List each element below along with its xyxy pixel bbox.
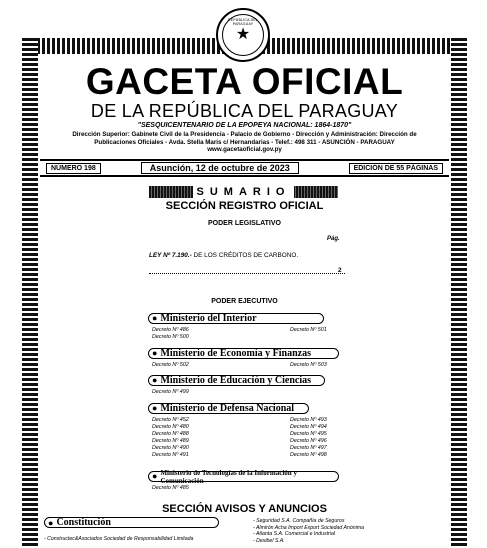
decree-entry[interactable]: Decreto Nº 493 xyxy=(290,417,327,423)
seal-lettering: REPÚBLICA DEL PARAGUAY xyxy=(227,18,259,26)
decree-column xyxy=(152,485,189,492)
section-registro-title: SECCIÓN REGISTRO OFICIAL xyxy=(165,200,324,212)
ministry-heading xyxy=(148,468,339,485)
decree-entry[interactable]: Decreto Nº 486 xyxy=(152,327,189,333)
decree-entry[interactable]: Decreto Nº 485 xyxy=(152,485,189,491)
ley-entry[interactable] xyxy=(149,252,298,259)
decree-entry[interactable]: Decreto Nº 495 xyxy=(290,431,327,437)
decree-column xyxy=(290,362,327,369)
decree-entry[interactable]: Decreto Nº 498 xyxy=(290,452,327,458)
ministry-name: Ministerio de Educación y Ciencias xyxy=(160,375,311,386)
poder-ejecutivo-heading: PODER EJECUTIVO xyxy=(211,298,278,305)
bullet-icon: ● xyxy=(152,403,158,413)
right-border-band xyxy=(451,38,467,548)
sumario-banner xyxy=(149,186,338,198)
decree-entry[interactable]: Decreto Nº 488 xyxy=(152,431,189,437)
bullet-icon: ● xyxy=(48,517,54,528)
issue-date: Asunción, 12 de octubre de 2023 xyxy=(141,162,299,174)
aviso-entry[interactable]: - Almirón Acha Import Export Sociedad Anónima xyxy=(253,524,365,531)
ministry-heading xyxy=(148,313,324,324)
aviso-entry[interactable]: - Constructec&Asociados Sociedad de Responsabilidad Limitada xyxy=(44,536,194,542)
ley-title: DE LOS CRÉDITOS DE CARBONO. xyxy=(191,252,299,259)
ministry-name: Ministerio de Tecnologías de la Información y Comunicación xyxy=(160,468,297,485)
decree-entry[interactable]: Decreto Nº 501 xyxy=(290,327,327,333)
poder-legislativo-heading: PODER LEGISLATIVO xyxy=(208,220,281,227)
decree-entry[interactable]: Decreto Nº 491 xyxy=(152,452,189,458)
decree-column xyxy=(152,417,189,459)
decree-entry[interactable]: Decreto Nº 489 xyxy=(152,438,189,444)
decree-entry[interactable]: Decreto Nº 497 xyxy=(290,445,327,451)
issue-number: NÚMERO 198 xyxy=(46,163,101,174)
bullet-icon: ● xyxy=(152,471,158,481)
national-seal xyxy=(216,8,270,62)
decree-entry[interactable]: Decreto Nº 499 xyxy=(152,389,189,395)
decree-column xyxy=(290,417,327,459)
ley-page-number: 2 xyxy=(338,267,342,274)
decree-entry[interactable]: Decreto Nº 490 xyxy=(152,445,189,451)
aviso-entry[interactable]: - Atlanta S.A. Comercial e Industrial xyxy=(253,531,335,538)
decree-entry[interactable]: Decreto Nº 452 xyxy=(152,417,189,423)
page-title: GACETA OFICIAL xyxy=(85,61,404,102)
ley-number: LEY Nº 7.190.- xyxy=(149,252,192,259)
ministry-name: Ministerio de Defensa Nacional xyxy=(160,403,295,414)
dot-leader xyxy=(149,266,345,274)
motto: "SESQUICENTENARIO DE LA EPOPEYA NACIONAL: 1864-1870" xyxy=(137,122,352,129)
sumario-label: SUMARIO xyxy=(193,186,295,198)
bullet-icon: ● xyxy=(152,348,158,358)
decree-column xyxy=(152,327,189,341)
direction-text: Dirección Superior: Gabinete Civil de la Presidencia - Palacio de Gobierno - Dirección y Administración: Dirección de Publicaciones Oficiales - Avda. Stella Maris c/ Hernandarias - Telef.: 498 311 - ASUNCIÓN - PARAGUAY www.gacetaoficial.gov.py xyxy=(72,131,417,154)
ministry-heading xyxy=(148,375,325,386)
left-border-band xyxy=(22,38,38,548)
page-column-label: Pág. xyxy=(327,236,340,242)
decree-entry[interactable]: Decreto Nº 500 xyxy=(152,334,189,340)
avisos-left-list xyxy=(44,536,193,543)
aviso-entry[interactable]: - Dexibel S.A. xyxy=(253,537,285,544)
page-subtitle: DE LA REPÚBLICA DEL PARAGUAY xyxy=(90,101,399,121)
edition-pages: EDICIÓN DE 55 PÁGINAS xyxy=(349,163,443,174)
ministry-name: Ministerio de Economía y Finanzas xyxy=(160,348,311,359)
decree-entry[interactable]: Decreto Nº 480 xyxy=(152,424,189,430)
bullet-icon: ● xyxy=(152,375,158,385)
issue-info-bar xyxy=(40,159,449,177)
decree-column xyxy=(152,389,189,396)
constitucion-heading: ● Constitución xyxy=(44,517,219,528)
section-avisos-title: SECCIÓN AVISOS Y ANUNCIOS xyxy=(162,503,327,515)
decree-entry[interactable]: Decreto Nº 502 xyxy=(152,362,189,368)
decree-column xyxy=(290,327,327,334)
ministry-name: Ministerio del Interior xyxy=(160,313,257,324)
decree-entry[interactable]: Decreto Nº 496 xyxy=(290,438,327,444)
star-icon: ★ xyxy=(235,26,251,43)
aviso-entry[interactable]: - Seguridad S.A. Compañía de Seguros xyxy=(253,518,345,524)
decree-entry[interactable]: Decreto Nº 503 xyxy=(290,362,327,368)
bullet-icon: ● xyxy=(152,313,158,323)
ministry-heading xyxy=(148,348,339,359)
decree-entry[interactable]: Decreto Nº 494 xyxy=(290,424,327,430)
ministry-heading xyxy=(148,403,309,414)
avisos-right-list xyxy=(253,518,364,544)
decree-column xyxy=(152,362,189,369)
